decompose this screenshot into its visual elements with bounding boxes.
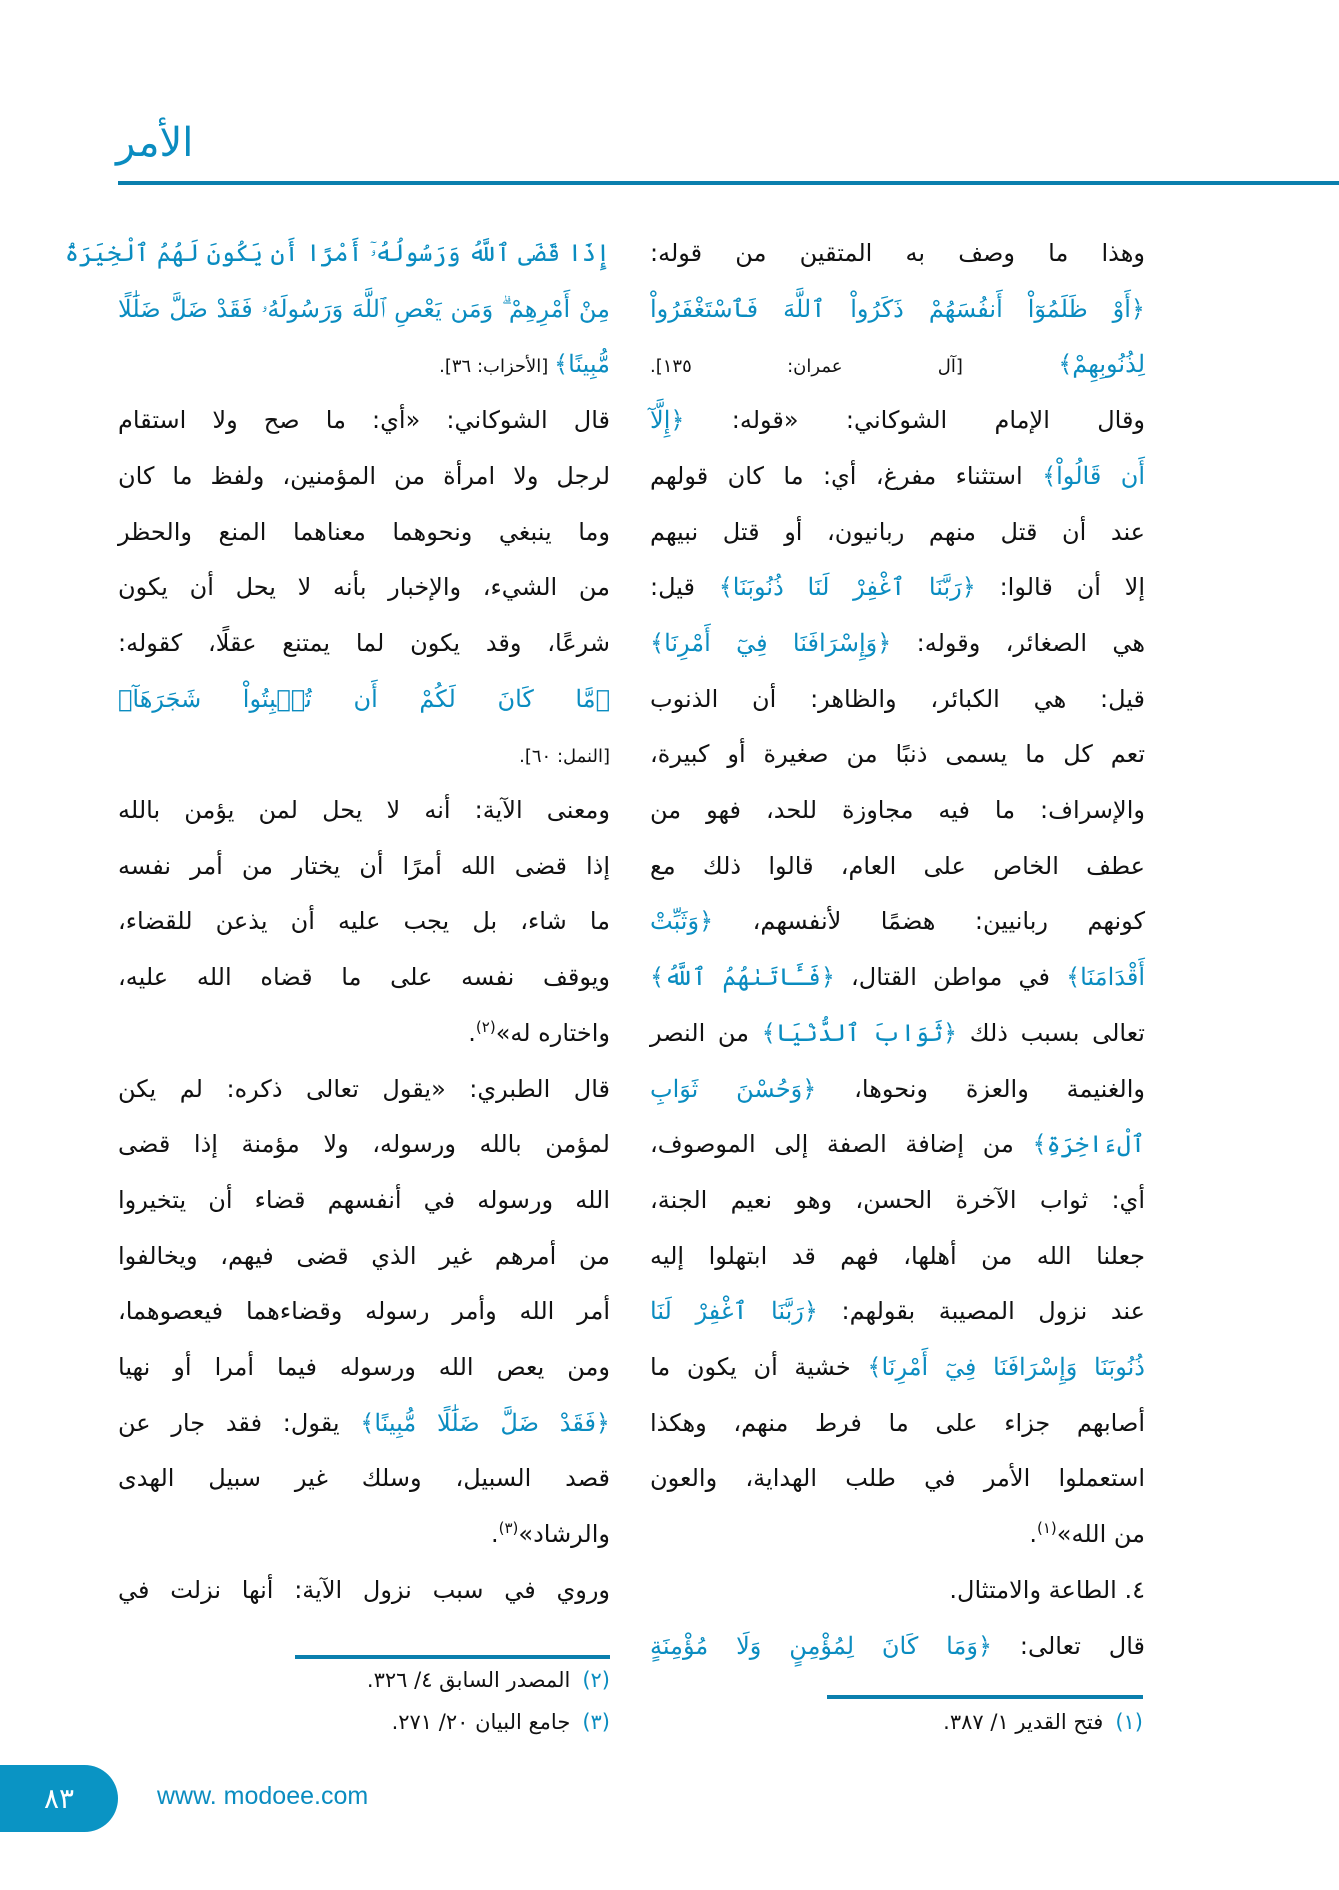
- body-text: من الشيء، والإخبار بأنه لا يحل أن يكون: [118, 573, 610, 602]
- body-text: جعلنا الله من أهلها، فهم قد ابتهلوا إليه: [650, 1241, 1145, 1270]
- text-line: [118, 949, 610, 1005]
- quran-verse: ﴿وَثَبِّتْ: [650, 907, 714, 936]
- text-line: [650, 671, 1145, 727]
- text-line: [650, 1450, 1145, 1506]
- quran-verse: ﴿مَّا كَانَ لَكُمْ أَن تُنۢبِتُواْ شَجَرَهَآ﴾: [118, 684, 610, 713]
- chapter-title: الأمر: [116, 120, 194, 166]
- body-text: .: [468, 1018, 476, 1047]
- body-text: عطف الخاص على العام، قالوا ذلك مع: [650, 851, 1145, 880]
- text-line: [650, 1562, 1145, 1618]
- body-text: تعالى بسبب ذلك: [957, 1018, 1145, 1047]
- text-line: [650, 1283, 1145, 1339]
- body-text: إلا أن قالوا:: [975, 573, 1145, 602]
- text-line: [118, 1228, 610, 1284]
- footnote-2: [367, 1668, 610, 1692]
- text-line: [650, 1506, 1145, 1562]
- quran-verse: إِذَا قَضَى ٱللَّهُ وَرَسُولُهُۥٓ أَمْرًا أَن يَكُونَ لَهُمُ ٱلْخِيَرَةُ: [64, 239, 610, 267]
- footnote-text: المصدر السابق ٤/ ٣٢٦.: [366, 1668, 571, 1692]
- footnote-ref: (٣): [498, 1519, 519, 1538]
- body-text: من أمرهم غير الذي قضى فيهم، ويخالفوا: [118, 1241, 610, 1270]
- body-text: استثناء مفرغ، أي: ما كان قولهم: [650, 461, 1043, 490]
- body-text: من النصر: [650, 1018, 762, 1047]
- body-text: قصد السبيل، وسلك غير سبيل الهدى: [118, 1464, 610, 1493]
- text-line: [118, 448, 610, 504]
- text-line: [650, 1395, 1145, 1451]
- text-line: [118, 671, 610, 727]
- body-text: وهذا ما وصف به المتقين من قوله:: [650, 239, 1145, 267]
- text-line: [118, 504, 610, 560]
- quran-verse: ﴿فَقَدْ ضَلَّ ضَلَٰلًا مُّبِينًا﴾: [360, 1408, 610, 1437]
- verse-reference: [النمل: ٦٠].: [519, 746, 610, 768]
- text-line: [118, 1562, 610, 1618]
- quran-verse: ﴿وَحُسْنَ ثَوَابِ: [650, 1074, 817, 1103]
- text-line: [118, 1116, 610, 1172]
- text-line: [650, 336, 1145, 392]
- website-link[interactable]: www. modoee.com: [157, 1782, 369, 1810]
- body-text: من إضافة الصفة إلى الموصوف،: [650, 1130, 1033, 1159]
- body-text: قال الطبري: «يقول تعالى ذكره: لم يكن: [118, 1074, 610, 1103]
- body-text: والإسراف: ما فيه مجاوزة للحد، فهو من: [650, 796, 1145, 824]
- body-text: .: [490, 1520, 499, 1549]
- quran-verse: ﴿رَبَّنَا ٱغْفِرْ لَنَا ذُنُوبَنَا﴾: [718, 573, 976, 602]
- text-line: [650, 838, 1145, 894]
- text-line: [118, 893, 610, 949]
- footnote-1: [943, 1710, 1143, 1734]
- footnote-ref: (١): [1036, 1519, 1057, 1538]
- body-text: عند أن قتل منهم ربانيون، أو قتل نبيهم: [650, 517, 1145, 546]
- text-line: [650, 726, 1145, 782]
- footnote-divider-right: [827, 1695, 1143, 1699]
- footnote-text: فتح القدير ١/ ٣٨٧.: [943, 1710, 1104, 1734]
- quran-verse: ﴿وَإِسْرَافَنَا فِيٓ أَمْرِنَا﴾: [650, 628, 892, 657]
- body-text: ومعنى الآية: أنه لا يحل لمن يؤمن بالله: [118, 796, 610, 824]
- body-text: قال تعالى:: [992, 1631, 1145, 1660]
- body-text: ما شاء، بل يجب عليه أن يذعن للقضاء،: [118, 907, 610, 936]
- text-line: [118, 281, 610, 337]
- body-text: واختاره له»: [495, 1018, 610, 1047]
- body-text: وروي في سبب نزول الآية: أنها نزلت في: [118, 1575, 610, 1604]
- quran-verse: ﴿ثَوَابَ ٱلدُّنْيَا﴾: [761, 1018, 958, 1047]
- body-text: شرعًا، وقد يكون لما يمتنع عقلًا، كقوله:: [118, 628, 610, 657]
- text-line: [650, 949, 1145, 1005]
- quran-verse: ﴿أَوْ ظَلَمُوٓاْ أَنفُسَهُمْ ذَكَرُواْ ٱللَّهَ فَٱسْتَغْفَرُواْ: [650, 294, 1145, 323]
- text-line: [118, 615, 610, 671]
- body-text: أمر الله وأمر رسوله وقضاءهما فيعصوهما،: [118, 1297, 610, 1326]
- body-text: أصابهم جزاء على ما فرط منهم، وهكذا: [650, 1408, 1145, 1437]
- text-line: [650, 1061, 1145, 1117]
- verse-reference: [الأحزاب: ٣٦].: [439, 356, 555, 378]
- body-text: استعملوا الأمر في طلب الهداية، والعون: [650, 1464, 1145, 1493]
- body-text: أي: ثواب الآخرة الحسن، وهو نعيم الجنة،: [650, 1185, 1145, 1214]
- quran-verse: ﴿وَمَا كَانَ لِمُؤْمِنٍ وَلَا مُؤْمِنَةٍ: [650, 1631, 992, 1660]
- text-line: [118, 1283, 610, 1339]
- text-line: [118, 1395, 610, 1451]
- footnote-3: [392, 1710, 610, 1734]
- quran-verse: ذُنُوبَنَا وَإِسْرَافَنَا فِيٓ أَمْرِنَا﴾: [867, 1353, 1145, 1381]
- body-text: إذا قضى الله أمرًا أن يختار من أمر نفسه: [118, 851, 610, 880]
- page-number: ٨٣: [43, 1782, 75, 1815]
- quran-verse: مِنْ أَمْرِهِمْ ۗ وَمَن يَعْصِ ٱللَّهَ وَرَسُولَهُۥ فَقَدْ ضَلَّ ضَلَٰلًا: [118, 294, 610, 323]
- body-text: .: [1029, 1520, 1037, 1549]
- text-line: [118, 1339, 610, 1395]
- footnote-ref: (٢): [475, 1017, 496, 1036]
- text-line: [650, 1005, 1145, 1061]
- body-text: تعم كل ما يسمى ذنبًا من صغيرة أو كبيرة،: [650, 740, 1145, 769]
- text-line: [650, 504, 1145, 560]
- body-text: والغنيمة والعزة ونحوها،: [816, 1074, 1145, 1103]
- body-text: قيل:: [650, 573, 719, 602]
- text-line: [118, 782, 610, 838]
- body-text: لرجل ولا امرأة من المؤمنين، ولفظ ما كان: [118, 461, 610, 490]
- text-line: [650, 1228, 1145, 1284]
- body-text: والرشاد»: [518, 1520, 610, 1549]
- quran-verse: ﴿فَـَٔاتَىٰهُمُ ٱللَّهُ﴾: [650, 963, 835, 992]
- body-text: كونهم ربانيين: هضمًا لأنفسهم،: [713, 907, 1145, 936]
- header-divider: [118, 181, 1339, 185]
- text-line: [118, 559, 610, 615]
- body-text: لمؤمن بالله ورسوله، ولا مؤمنة إذا قضى: [118, 1130, 610, 1159]
- body-text: وما ينبغي ونحوهما معناهما المنع والحظر: [118, 517, 610, 546]
- body-text: عند نزول المصيبة بقولهم:: [817, 1297, 1145, 1326]
- text-line: [650, 448, 1145, 504]
- text-line: [650, 782, 1145, 838]
- text-line: [650, 559, 1145, 615]
- text-line: [64, 225, 610, 281]
- footnote-text: جامع البيان ٢٠/ ٢٧١.: [391, 1710, 571, 1734]
- text-line: [118, 1172, 610, 1228]
- body-text: قيل: هي الكبائر، والظاهر: أن الذنوب: [650, 684, 1145, 713]
- body-text: خشية أن يكون ما: [650, 1353, 868, 1381]
- body-text: في مواطن القتال،: [834, 963, 1067, 992]
- text-line: [650, 1172, 1145, 1228]
- text-line: [650, 1339, 1145, 1395]
- body-text: من الله»: [1056, 1520, 1145, 1549]
- body-text: الله ورسوله في أنفسهم قضاء أن يتخيروا: [118, 1185, 610, 1214]
- quran-verse: أَقْدَامَنَا﴾: [1066, 963, 1145, 992]
- page-number-badge: [0, 1765, 118, 1832]
- text-line: [650, 615, 1145, 671]
- text-line: [650, 1116, 1145, 1172]
- body-text: ٤. الطاعة والامتثال.: [949, 1575, 1145, 1604]
- text-line: [650, 1618, 1145, 1674]
- quran-verse: ﴿رَبَّنَا ٱغْفِرْ لَنَا: [650, 1297, 818, 1326]
- footnote-number: (٢): [582, 1668, 610, 1692]
- text-line: [118, 1005, 610, 1061]
- text-line: [118, 726, 610, 782]
- body-text: قال الشوكاني: «أي: ما صح ولا استقام: [118, 406, 610, 435]
- text-line: [650, 893, 1145, 949]
- verse-reference: [آل عمران: ١٣٥].: [650, 356, 1059, 378]
- text-line: [118, 838, 610, 894]
- text-line: [650, 392, 1145, 448]
- body-text: هي الصغائر، وقوله:: [891, 628, 1146, 657]
- body-text: وقال الإمام الشوكاني: «قوله:: [684, 406, 1145, 435]
- footnote-divider-left: [295, 1655, 610, 1659]
- text-line: [118, 1061, 610, 1117]
- quran-verse: ٱلْءَاخِرَةِ﴾: [1032, 1130, 1145, 1159]
- body-text: ويوقف نفسه على ما قضاه الله عليه،: [118, 963, 610, 992]
- text-line: [650, 225, 1145, 281]
- quran-verse: لِذُنُوبِهِمْ﴾: [1058, 350, 1145, 379]
- text-line: [118, 1450, 610, 1506]
- body-text: ومن يعص الله ورسوله فيما أمرا أو نهيا: [118, 1353, 610, 1381]
- quran-verse: مُّبِينًا﴾: [554, 350, 610, 379]
- footnote-number: (١): [1115, 1710, 1143, 1734]
- text-line: [118, 392, 610, 448]
- footnote-number: (٣): [582, 1710, 610, 1734]
- body-text: يقول: فقد جار عن: [118, 1408, 361, 1437]
- quran-verse: ﴿إِلَّآ: [650, 406, 685, 435]
- quran-verse: أَن قَالُواْ﴾: [1042, 461, 1145, 490]
- text-line: [650, 281, 1145, 337]
- text-line: [118, 336, 610, 392]
- text-line: [118, 1506, 610, 1562]
